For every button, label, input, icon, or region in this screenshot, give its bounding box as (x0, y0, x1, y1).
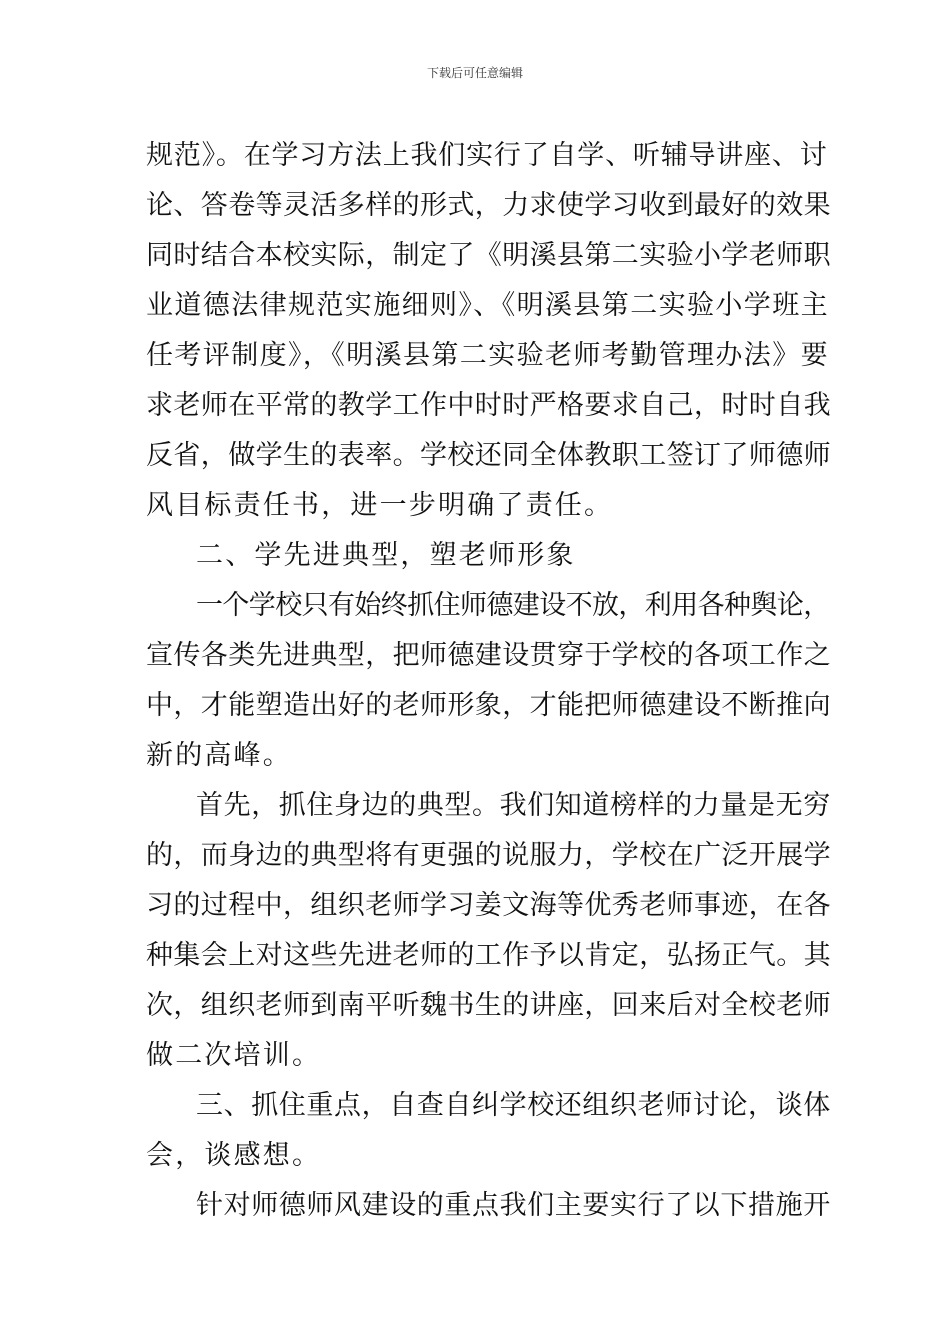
text-line: 规范》。在学习方法上我们实行了自学、听辅导讲座、讨 (146, 140, 828, 171)
text-line: 反省，做学生的表率。学校还同全体教职工签订了师德师 (146, 440, 831, 471)
text-line: 一个学校只有始终抓住师德建设不放，利用各种舆论， (196, 590, 830, 621)
text-line: 的，而身边的典型将有更强的说服力，学校在广泛开展学 (146, 840, 831, 871)
text-line: 同时结合本校实际，制定了《明溪县第二实验小学老师职 (146, 240, 831, 271)
text-line: 针对师德师风建设的重点我们主要实行了以下措施开 (196, 1190, 831, 1221)
section-heading: 三、抓住重点，自查自纠学校还组织老师讨论，谈体 (196, 1090, 831, 1121)
text-line: 任考评制度》，《明溪县第二实验老师考勤管理办法》要 (146, 340, 829, 371)
text-line: 做二次培训。 (146, 1040, 322, 1071)
text-line: 中，才能塑造出好的老师形象，才能把师德建设不断推向 (146, 690, 831, 721)
text-line: 风目标责任书，进一步明确了责任。 (146, 490, 614, 521)
text-line: 首先，抓住身边的典型。我们知道榜样的力量是无穷 (196, 790, 831, 821)
text-line: 新的高峰。 (146, 740, 292, 771)
text-line: 习的过程中，组织老师学习姜文海等优秀老师事迹，在各 (146, 890, 831, 921)
text-line: 求老师在平常的教学工作中时时严格要求自己，时时自我 (146, 390, 831, 421)
section-heading: 二、学先进典型，塑老师形象 (196, 540, 576, 571)
text-line: 业道德法律规范实施细则》、《明溪县第二实验小学班主 (146, 290, 829, 321)
page-header: 下载后可任意编辑 (426, 66, 523, 80)
text-line: 论、答卷等灵活多样的形式，力求使学习收到最好的效果 (146, 190, 831, 221)
text-line: 宣传各类先进典型，把师德建设贯穿于学校的各项工作之 (146, 640, 831, 671)
text-line: 种集会上对这些先进老师的工作予以肯定，弘扬正气。其 (146, 940, 831, 971)
text-line: 次，组织老师到南平听魏书生的讲座，回来后对全校老师 (146, 990, 831, 1021)
text-line: 会，谈感想。 (146, 1140, 322, 1171)
